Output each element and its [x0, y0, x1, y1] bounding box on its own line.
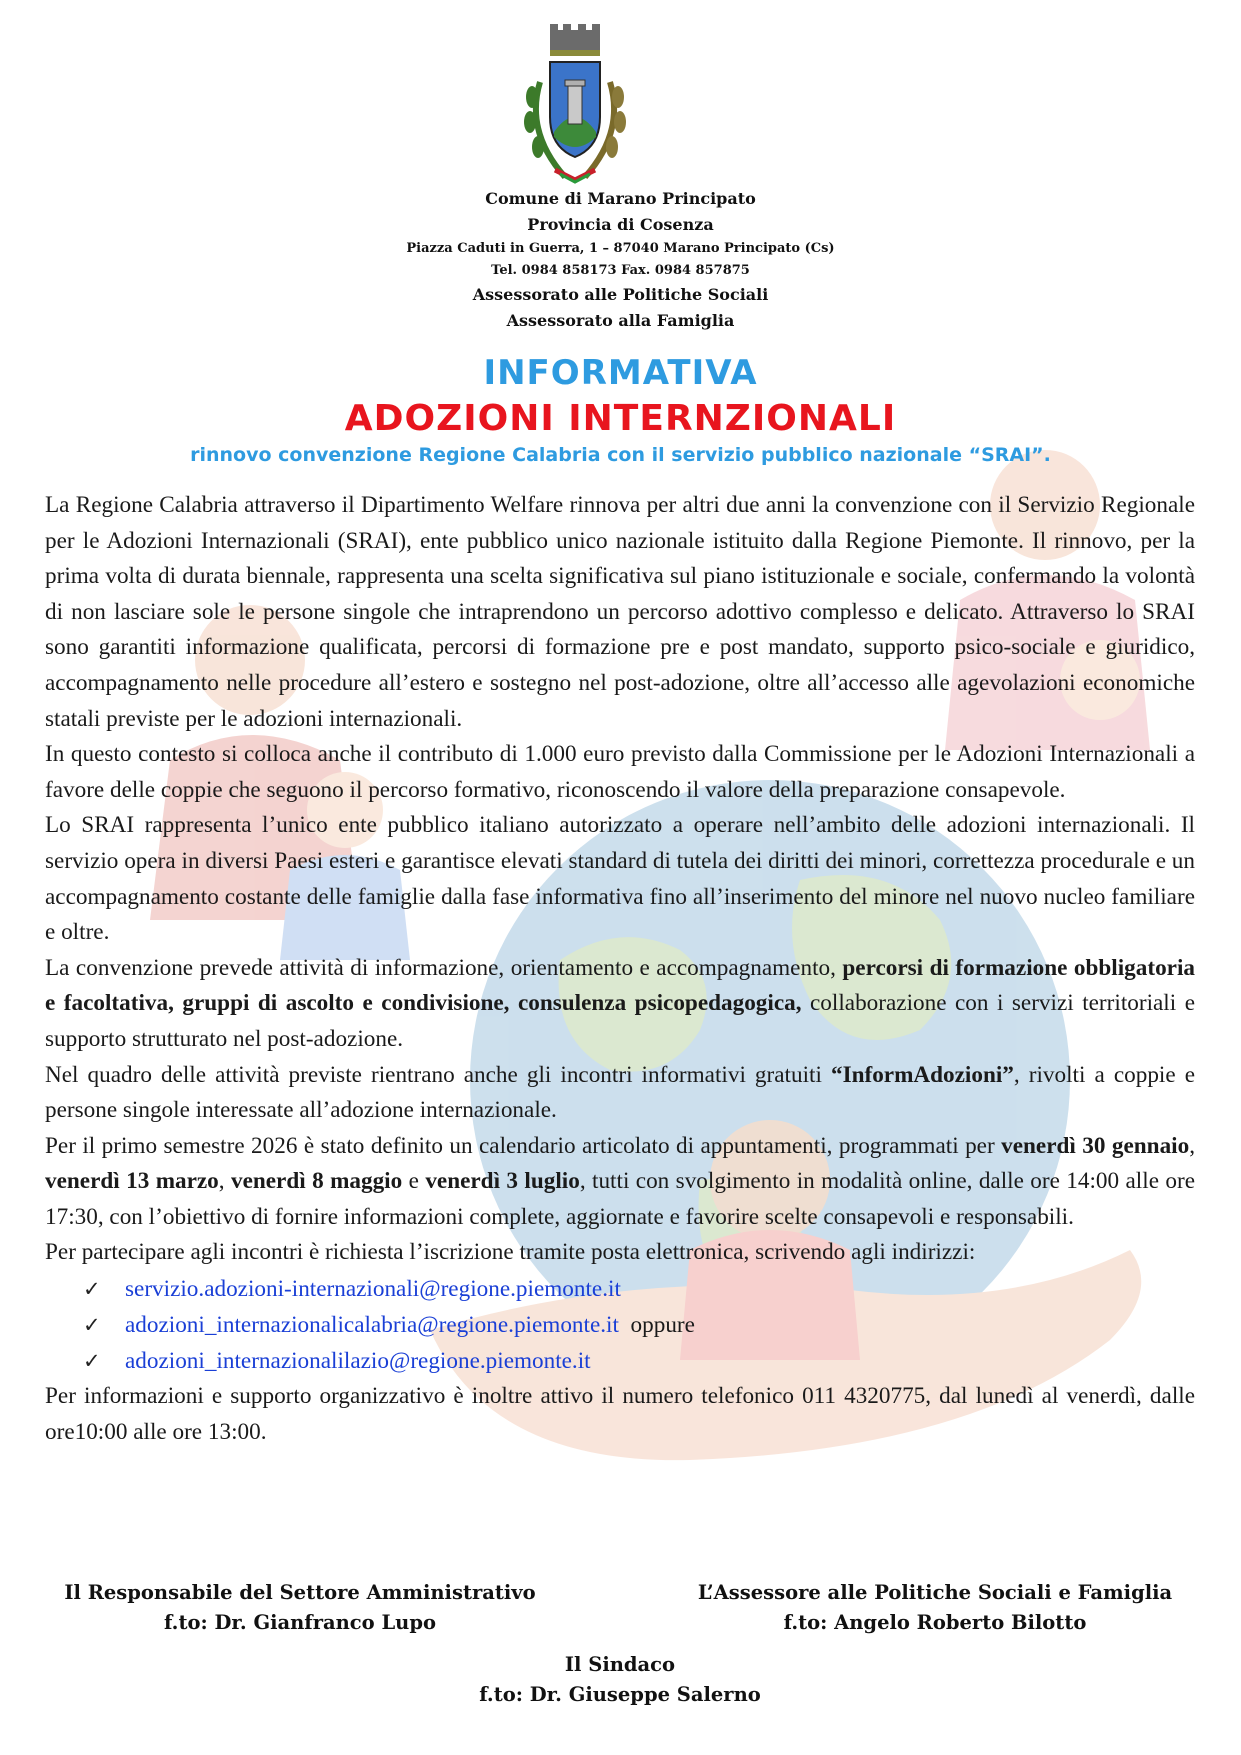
date-1: venerdì 30 gennaio — [1001, 1132, 1190, 1159]
header-department-social: Assessorato alle Politiche Sociali — [472, 285, 769, 304]
header-province: Provincia di Cosenza — [527, 215, 714, 234]
signature-right-role: L’Assessore alle Politiche Sociali e Famiglia — [697, 1581, 1173, 1604]
title-adozioni: ADOZIONI INTERNZIONALI — [344, 398, 897, 439]
paragraph-2: In questo contesto si colloca anche il contributo di 1.000 euro previsto dalla Commissione per le Adozioni Internazionali a favore delle coppie che seguono il percorso formativo, riconoscendo il valore della preparazione consapevole. — [45, 741, 1195, 803]
signature-right-name: f.to: Angelo Roberto Bilotto — [783, 1611, 1087, 1634]
email-item-2 — [83, 1307, 1195, 1343]
p6-sep-2: , — [218, 1168, 231, 1195]
check-icon: ✓ — [83, 1349, 101, 1374]
date-2: venerdì 13 marzo — [45, 1168, 219, 1195]
title-block — [0, 350, 1241, 468]
date-3: venerdì 8 maggio — [230, 1168, 403, 1195]
paragraph-1: La Regione Calabria attraverso il Dipartimento Welfare rinnova per altri due anni la convenzione con il Servizio Regionale per le Adozioni Internazionali (SRAI), ente pubblico unico nazionale istituito dalla Regione Piemonte. Il rinnovo, per la prima volta di durata biennale, rappresenta una scelta significativa sul piano istituzionale e sociale, confermando la volontà di non lasciare sole le persone singole che intraprendono un percorso adottivo complesso e delicato. Attraverso lo SRAI sono garantiti informazione qualificata, percorsi di formazione pre e post mandato, supporto psico-sociale e giuridico, accompagnamento nelle procedure all’estero e sostegno nel post-adozione, oltre all’accesso alle agevolazioni economiche statali previste per le adozioni internazionali. — [45, 492, 1195, 732]
paragraph-5 — [45, 1058, 1195, 1129]
paragraph-6 — [45, 1129, 1195, 1236]
paragraph-3: Lo SRAI rappresenta l’unico ente pubblico italiano autorizzato a operare nell’ambito delle adozioni internazionali. Il servizio opera in diversi Paesi esteri e garantisce elevati standard di tutela dei diritti dei minori, correttezza procedurale e un accompagnamento costante delle famiglie dalla fase informativa fino all’inserimento del minore nel nuovo nucleo familiare e oltre. — [45, 812, 1195, 946]
email-link-2[interactable]: adozioni_internazionalicalabria@regione.piemonte.it — [125, 1312, 619, 1339]
email-link-1[interactable]: servizio.adozioni-internazionali@regione.piemonte.it — [125, 1276, 621, 1303]
p5-text-a: Nel quadro delle attività previste rientrano anche gli incontri informativi gratuiti — [45, 1061, 831, 1088]
p4-text-a: La convenzione prevede attività di informazione, orientamento e accompagnamento, — [45, 954, 843, 981]
email-list — [45, 1271, 1195, 1379]
p4-text-c: collaborazione con i servizi territoriali e supporto strutturato nel post-adozione. — [45, 990, 1195, 1052]
municipal-coat-of-arms-icon — [510, 22, 640, 197]
signature-center — [330, 1650, 910, 1710]
header-phone: Tel. 0984 858173 Fax. 0984 857875 — [491, 263, 750, 278]
document-body — [45, 488, 1195, 1450]
title-subtitle: rinnovo convenzione Regione Calabria con il servizio pubblico nazionale “SRAI”. — [190, 444, 1051, 466]
header-department-family: Assessorato alla Famiglia — [506, 311, 735, 330]
p6-text-a: Per il primo semestre 2026 è stato definito un calendario articolato di appuntamenti, programmati per — [45, 1132, 1002, 1159]
email-item-3 — [83, 1343, 1195, 1379]
paragraph-7: Per partecipare agli incontri è richiesta l’iscrizione tramite posta elettronica, scrivendo agli indirizzi: — [45, 1239, 976, 1266]
check-icon: ✓ — [83, 1277, 101, 1302]
signature-left-name: f.to: Dr. Gianfranco Lupo — [163, 1611, 436, 1634]
email-link-3[interactable]: adozioni_internazionalilazio@regione.piemonte.it — [125, 1348, 591, 1375]
signature-left — [20, 1578, 580, 1638]
municipality-header — [0, 186, 1241, 334]
check-icon: ✓ — [83, 1313, 101, 1338]
email-suffix-2: oppure — [618, 1312, 695, 1339]
p6-sep-3: e — [402, 1168, 426, 1195]
title-informativa: INFORMATIVA — [483, 353, 758, 393]
email-item-1 — [83, 1271, 1195, 1307]
p6-sep-1: , — [1189, 1132, 1196, 1159]
signature-right — [650, 1578, 1220, 1638]
p6-text-c: , tutti con svolgimento in modalità online, dalle ore 14:00 alle ore 17:30, con l’obiettivo di fornire informazioni complete, aggiornate e favorire scelte consapevoli e responsabili. — [45, 1168, 1195, 1230]
p5-bold: “InformAdozioni” — [830, 1061, 1014, 1088]
header-address: Piazza Caduti in Guerra, 1 – 87040 Marano Principato (Cs) — [406, 241, 835, 256]
header-municipality: Comune di Marano Principato — [485, 189, 756, 208]
date-4: venerdì 3 luglio — [425, 1168, 580, 1195]
paragraph-8: Per informazioni e supporto organizzativo è inoltre attivo il numero telefonico 011 4320775, dal lunedì al venerdì, dalle ore10:00 alle ore 13:00. — [45, 1383, 1195, 1445]
signature-left-role: Il Responsabile del Settore Amministrativo — [64, 1581, 536, 1604]
signature-center-role: Il Sindaco — [564, 1653, 676, 1676]
p5-text-c: , rivolti a coppie e persone singole interessate all’adozione internazionale. — [45, 1061, 1195, 1124]
signature-center-name: f.to: Dr. Giuseppe Salerno — [479, 1683, 761, 1706]
p4-bold: percorsi di formazione obbligatoria e facoltativa, gruppi di ascolto e condivisione, consulenza psicopedagogica, — [45, 954, 1195, 1017]
paragraph-4 — [45, 951, 1195, 1058]
